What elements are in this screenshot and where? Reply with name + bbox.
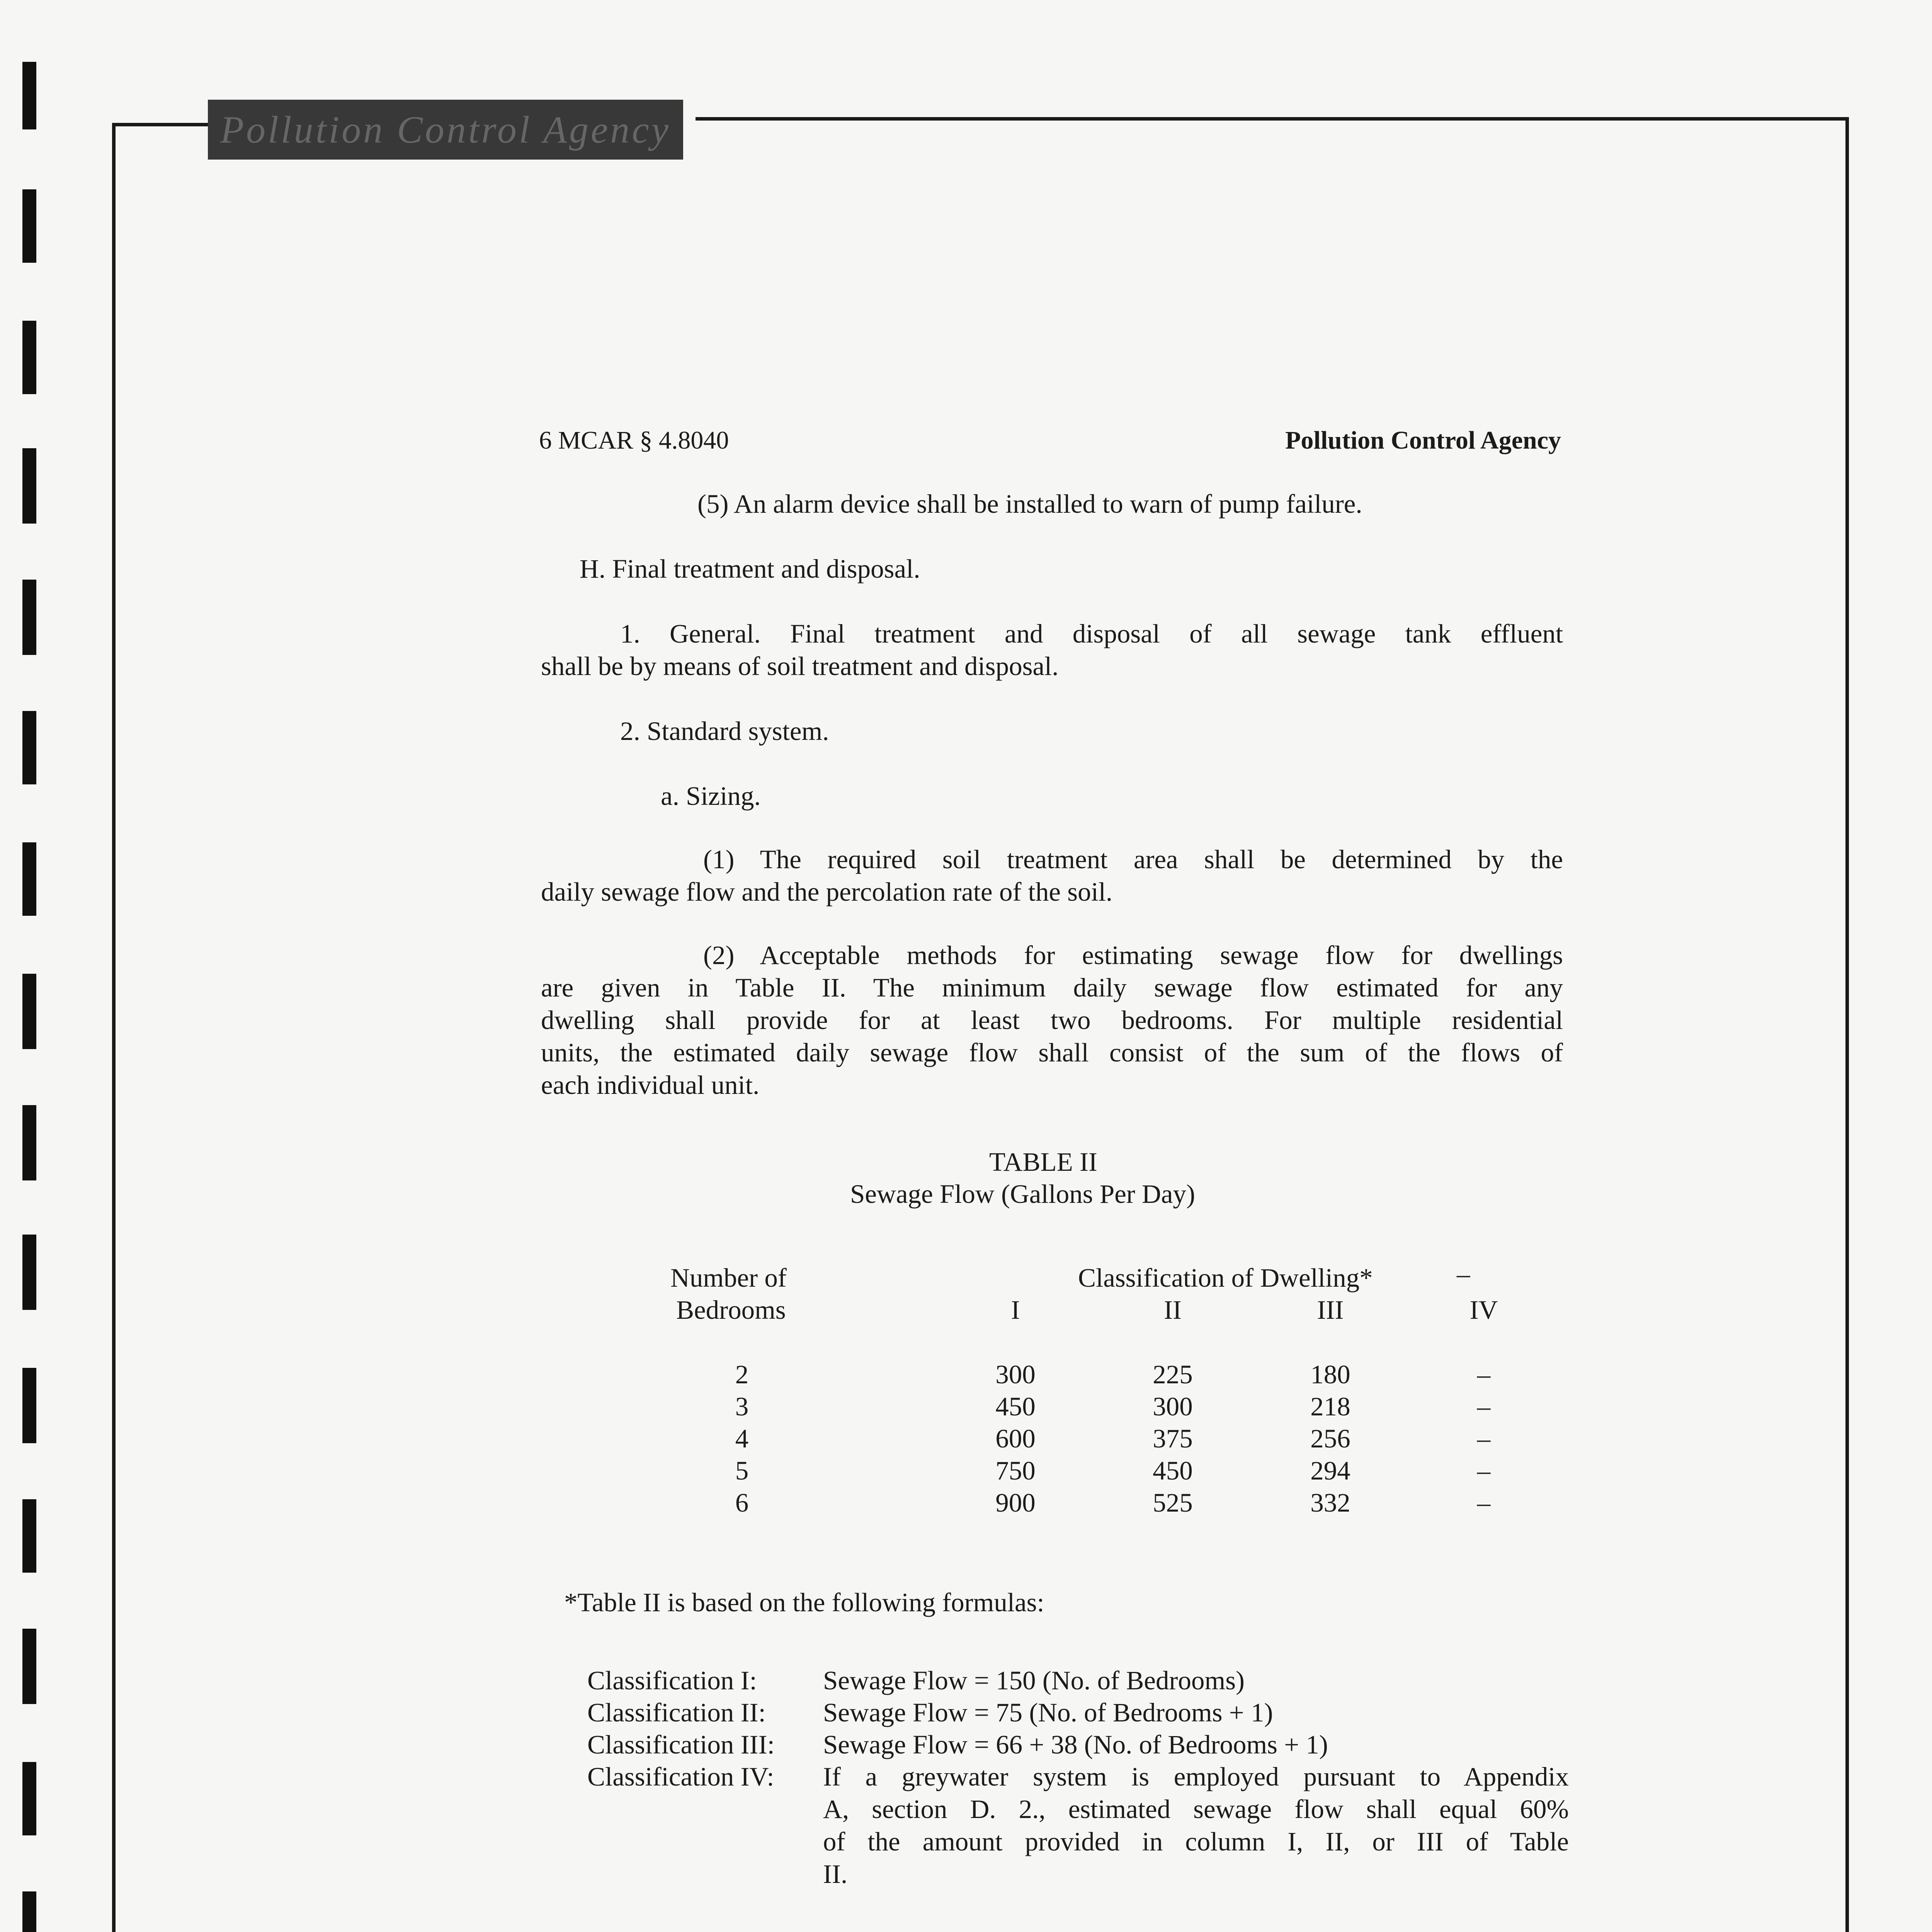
binder-mark: [22, 1368, 36, 1443]
paragraph-1: [541, 843, 1563, 908]
cell-class-ii: 450: [1153, 1456, 1193, 1485]
cell-class-i: 750: [995, 1456, 1036, 1485]
formula-text: Sewage Flow = 66 + 38 (No. of Bedrooms + 1): [823, 1730, 1328, 1759]
cell-bedrooms: 5: [735, 1456, 749, 1485]
heading-standard-system: 2. Standard system.: [620, 716, 829, 746]
cell-class-i: 450: [995, 1392, 1036, 1421]
binder-mark: [22, 1891, 36, 1932]
binder-mark: [22, 711, 36, 784]
paragraph-line: 1. General. Final treatment and disposal of all sewage tank effluent: [620, 619, 1563, 648]
frame-left: [112, 123, 116, 1932]
cell-class-ii: 300: [1153, 1392, 1193, 1421]
binder-mark: [22, 1105, 36, 1180]
footnote-intro: *Table II is based on the following formulas:: [564, 1588, 1044, 1617]
cell-class-iii: 294: [1310, 1456, 1350, 1485]
cell-class-iii: 332: [1310, 1488, 1350, 1517]
header-agency: Pollution Control Agency: [1285, 426, 1561, 454]
paragraph-line: (1) The required soil treatment area shall be determined by the: [703, 845, 1563, 874]
formula-line: of the amount provided in column I, II, or III of Table: [823, 1827, 1569, 1856]
binder-mark: [22, 1629, 36, 1704]
formula-line: A, section D. 2., estimated sewage flow shall equal 60%: [823, 1794, 1569, 1824]
paragraph-line: are given in Table II. The minimum daily sewage flow estimated for any: [541, 973, 1563, 1002]
binder-mark: [22, 842, 36, 916]
cell-class-ii: 225: [1153, 1360, 1193, 1389]
table-title: TABLE II: [989, 1147, 1097, 1177]
binder-mark: [22, 1762, 36, 1835]
col-header-classification: Classification of Dwelling*: [1078, 1263, 1373, 1293]
paragraph-line: (2) Acceptable methods for estimating sewage flow for dwellings: [703, 940, 1563, 970]
formula-text: Sewage Flow = 75 (No. of Bedrooms + 1): [823, 1698, 1273, 1727]
cell-class-iii: 180: [1310, 1360, 1350, 1389]
col-header-iii: III: [1317, 1295, 1344, 1325]
header-section-ref: 6 MCAR § 4.8040: [539, 426, 729, 454]
cell-class-iv: –: [1477, 1488, 1491, 1517]
heading-sizing: a. Sizing.: [661, 781, 761, 811]
frame-top-right: [696, 117, 1849, 121]
cell-bedrooms: 4: [735, 1424, 749, 1453]
col-header-bedrooms: Bedrooms: [676, 1295, 786, 1325]
formula-label: Classification II:: [587, 1698, 766, 1727]
frame-right: [1845, 117, 1849, 1932]
binder-mark: [22, 448, 36, 524]
table-subtitle: Sewage Flow (Gallons Per Day): [850, 1179, 1195, 1209]
cell-bedrooms: 2: [735, 1360, 749, 1389]
formula-line: If a greywater system is employed pursuant to Appendix: [823, 1762, 1569, 1791]
binder-mark: [22, 189, 36, 263]
cell-class-iv: –: [1477, 1360, 1491, 1389]
heading-final-treatment: H. Final treatment and disposal.: [580, 554, 920, 583]
binder-mark: [22, 1499, 36, 1573]
formula-label: Classification I:: [587, 1666, 757, 1695]
col-header-bedrooms: Number of: [670, 1263, 787, 1293]
formula-label: Classification IV:: [587, 1762, 774, 1791]
frame-top-left: [112, 123, 209, 126]
col-header-i: I: [1011, 1295, 1020, 1325]
col-header-iv: IV: [1469, 1295, 1498, 1325]
formula-line: II.: [823, 1859, 848, 1889]
formula-label: Classification III:: [587, 1730, 775, 1759]
cell-class-i: 900: [995, 1488, 1036, 1517]
paragraph-line: shall be by means of soil treatment and disposal.: [541, 651, 1059, 681]
paragraph-line: each individual unit.: [541, 1070, 760, 1100]
paragraph-line: dwelling shall provide for at least two bedrooms. For multiple residential: [541, 1005, 1563, 1035]
paragraph-alarm: (5) An alarm device shall be installed to warn of pump failure.: [697, 489, 1362, 519]
formula-text: Sewage Flow = 150 (No. of Bedrooms): [823, 1666, 1245, 1695]
binder-mark: [22, 974, 36, 1049]
binder-mark: [22, 62, 36, 129]
cell-bedrooms: 3: [735, 1392, 749, 1421]
cell-class-iii: 256: [1310, 1424, 1350, 1453]
cell-class-ii: 375: [1153, 1424, 1193, 1453]
cell-bedrooms: 6: [735, 1488, 749, 1517]
cell-class-iv: –: [1477, 1392, 1491, 1421]
cell-class-ii: 525: [1153, 1488, 1193, 1517]
cell-class-i: 300: [995, 1360, 1036, 1389]
paragraph-2: [541, 939, 1563, 1101]
cell-class-iv: –: [1477, 1456, 1491, 1485]
col-header-ii: II: [1164, 1295, 1182, 1325]
cell-class-iii: 218: [1310, 1392, 1350, 1421]
binder-mark: [22, 580, 36, 655]
cell-class-i: 600: [995, 1424, 1036, 1453]
formula-text: [823, 1760, 1569, 1890]
paragraph-line: daily sewage flow and the percolation rate of the soil.: [541, 877, 1113, 906]
binder-mark: [22, 321, 36, 394]
paragraph-general: [541, 617, 1563, 682]
col-header-dash: –: [1457, 1259, 1470, 1289]
binder-mark: [22, 1235, 36, 1310]
paragraph-line: units, the estimated daily sewage flow shall consist of the sum of the flows of: [541, 1038, 1563, 1067]
banner: Pollution Control Agency: [208, 100, 683, 160]
cell-class-iv: –: [1477, 1424, 1491, 1453]
